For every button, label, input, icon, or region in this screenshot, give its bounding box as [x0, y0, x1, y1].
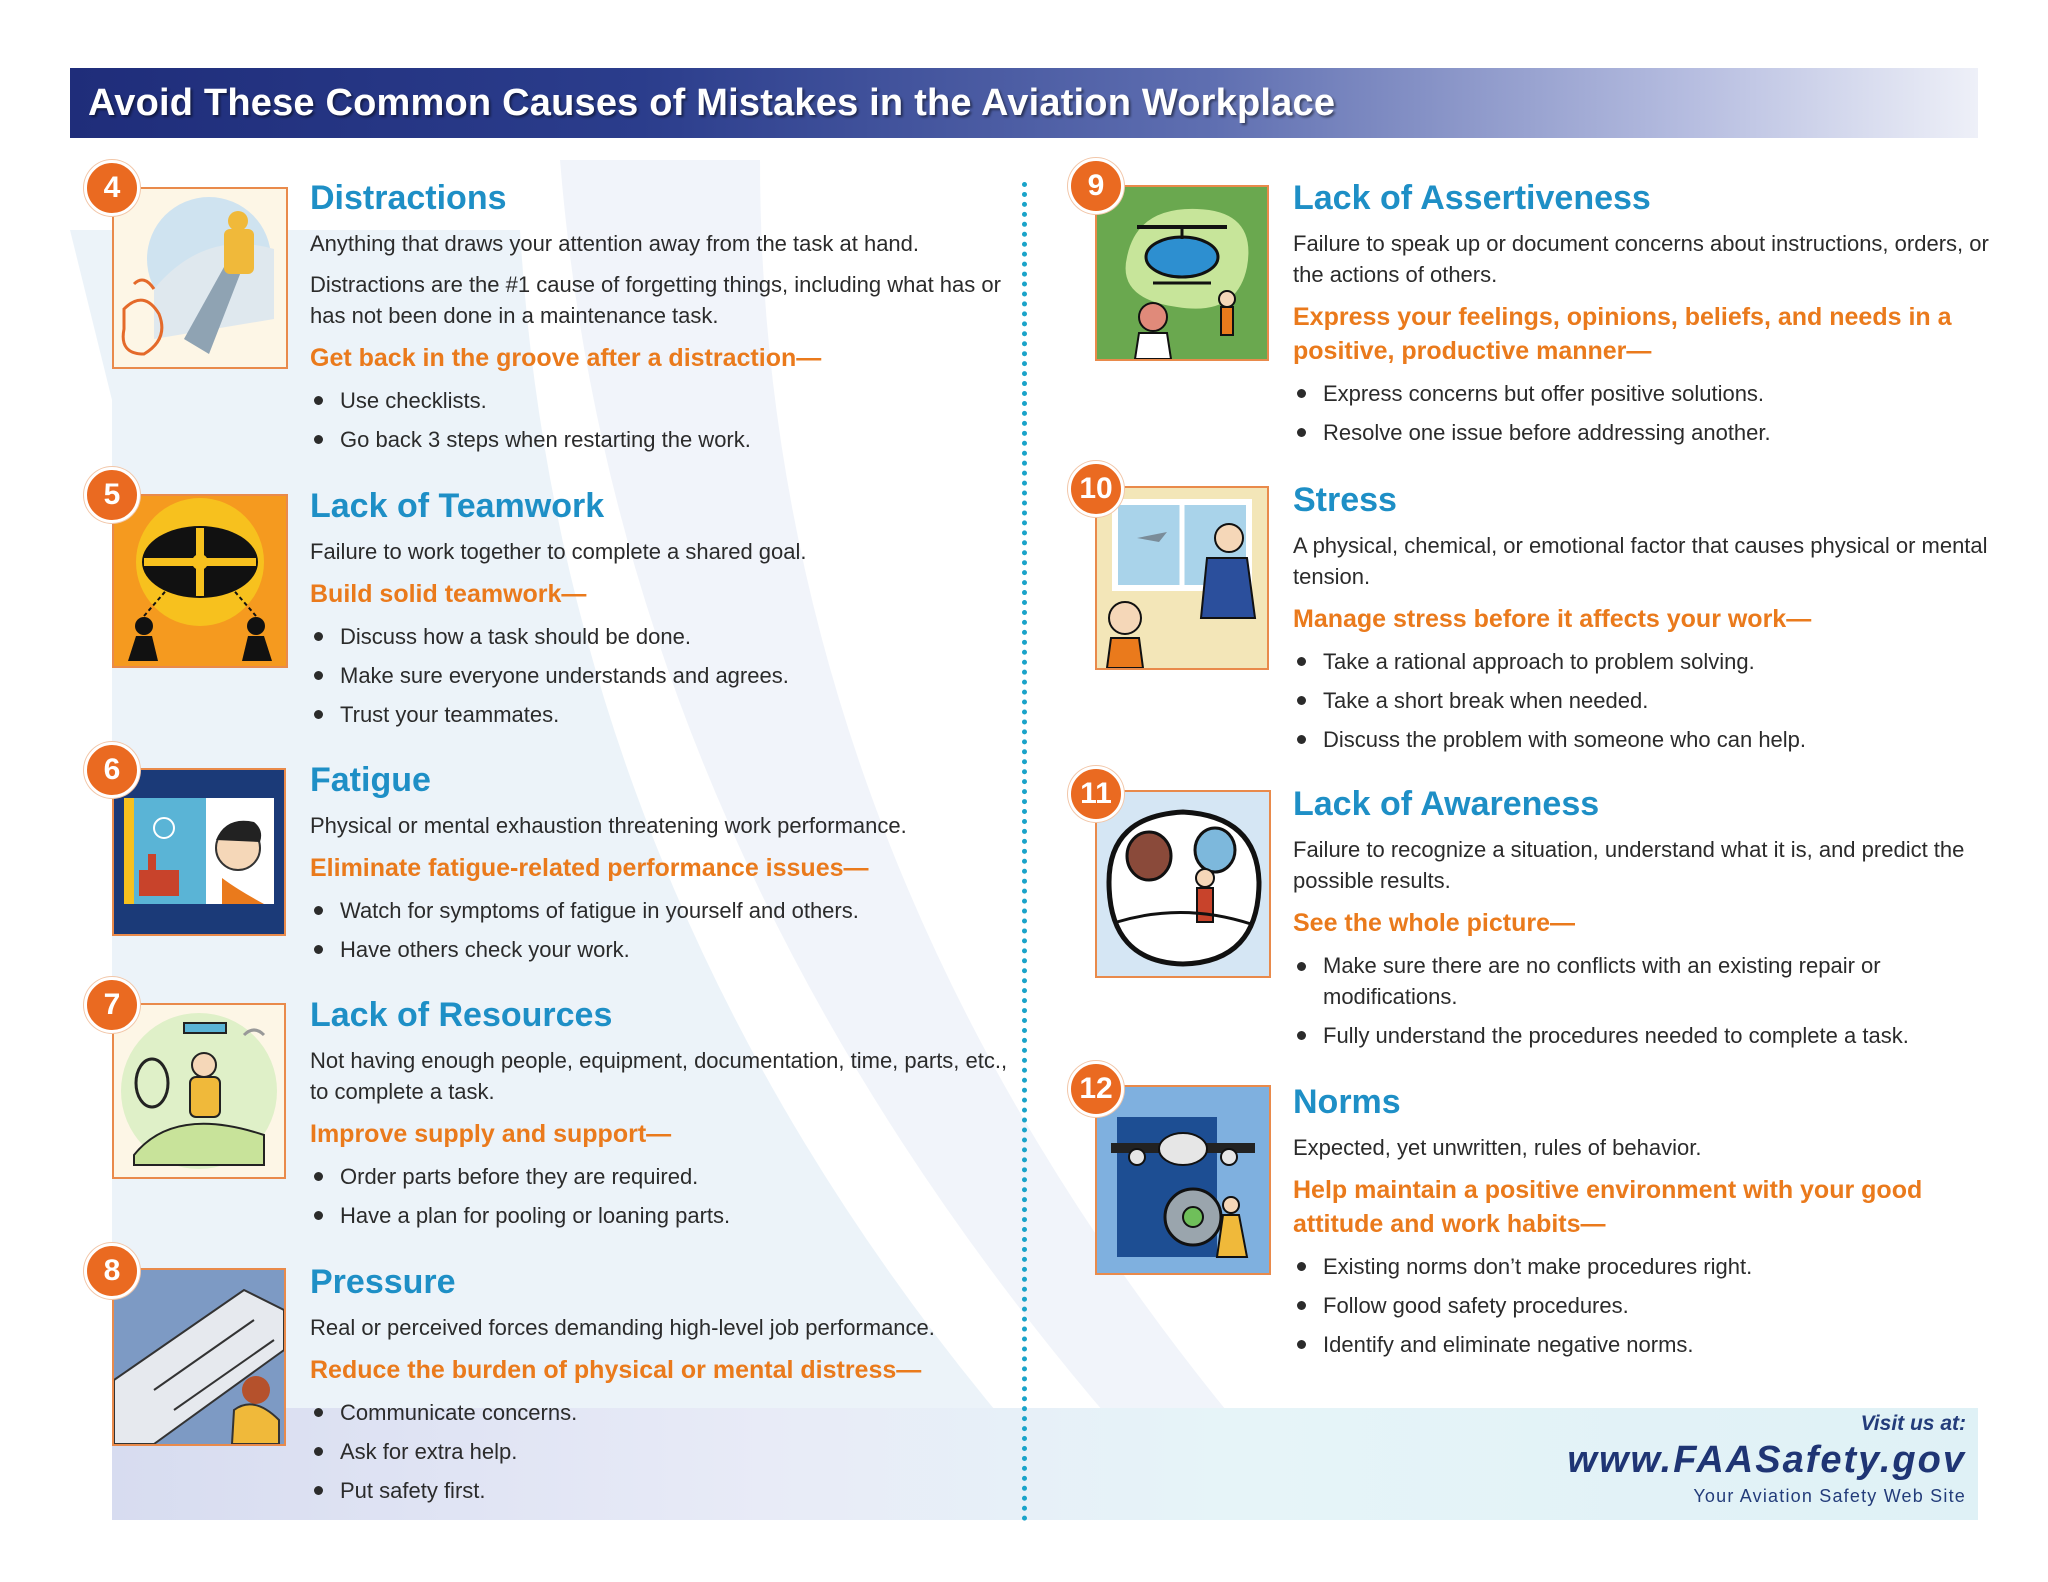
- bullet-icon: [314, 1447, 323, 1456]
- list-item: [310, 1157, 1030, 1196]
- section-number-badge: 12: [1068, 1061, 1124, 1117]
- list-item-text: Follow good safety procedures.: [1323, 1293, 1629, 1318]
- list-item-text: Take a rational approach to problem solving.: [1323, 649, 1755, 674]
- bullet-list: [1293, 1247, 2013, 1364]
- list-item: [310, 930, 1030, 969]
- list-item-text: Fully understand the procedures needed to complete a task.: [1323, 1023, 1909, 1048]
- bullet-icon: [1297, 1262, 1306, 1271]
- footer-tagline: Your Aviation Safety Web Site: [1693, 1486, 1966, 1506]
- section-title: Lack of Teamwork: [310, 487, 605, 525]
- footer: [1567, 1412, 1966, 1507]
- tired-worker-illustration: [112, 768, 286, 936]
- bullet-icon: [314, 906, 323, 915]
- section-tip: Get back in the groove after a distraction—: [310, 344, 822, 372]
- section-number-badge: 5: [84, 467, 140, 523]
- section-tip: Help maintain a positive environment with your good attitude and work habits—: [1293, 1176, 1923, 1238]
- section-title: Fatigue: [310, 761, 431, 799]
- section-number-badge: 8: [84, 1243, 140, 1299]
- section-definition: Failure to work together to complete a shared goal.: [310, 539, 807, 564]
- bullet-icon: [1297, 657, 1306, 666]
- section-lack-of-teamwork: [310, 486, 1030, 734]
- section-extra-text: Distractions are the #1 cause of forgetting things, including what has or has not been done in a maintenance task.: [310, 272, 1001, 328]
- website-link[interactable]: www.FAASafety.gov: [1567, 1439, 1966, 1481]
- section-fatigue: [310, 760, 1030, 969]
- visit-label: Visit us at:: [1860, 1412, 1966, 1435]
- section-tip: Build solid teamwork—: [310, 580, 587, 608]
- section-tip: Eliminate fatigue-related performance issues—: [310, 854, 869, 882]
- cockpit-awareness-illustration: [1095, 790, 1271, 978]
- list-item: [1293, 374, 2013, 413]
- section-number-badge: 11: [1068, 766, 1124, 822]
- list-item-text: Have others check your work.: [340, 937, 630, 962]
- section-norms: [1293, 1082, 2013, 1364]
- section-definition: Physical or mental exhaustion threatening work performance.: [310, 813, 907, 838]
- section-title: Stress: [1293, 481, 1397, 519]
- section-lack-of-assertiveness: [1293, 178, 2013, 452]
- bullet-icon: [1297, 389, 1306, 398]
- bullet-icon: [1297, 428, 1306, 437]
- list-item: [310, 617, 1030, 656]
- list-item-text: Go back 3 steps when restarting the work.: [340, 427, 751, 452]
- section-stress: [1293, 480, 2013, 759]
- section-number-badge: 10: [1068, 461, 1124, 517]
- section-definition: Anything that draws your attention away from the task at hand.: [310, 231, 920, 256]
- list-item-text: Communicate concerns.: [340, 1400, 578, 1425]
- list-item: [310, 1393, 1030, 1432]
- list-item-text: Make sure everyone understands and agrees.: [340, 663, 789, 688]
- bullet-icon: [314, 945, 323, 954]
- header-banner: [70, 68, 1978, 138]
- section-title: Lack of Resources: [310, 996, 613, 1034]
- bullet-list: [1293, 374, 2013, 452]
- list-item-text: Identify and eliminate negative norms.: [1323, 1332, 1694, 1357]
- bullet-icon: [314, 710, 323, 719]
- worker-under-tail-illustration: [112, 1268, 286, 1446]
- page-title: Avoid These Common Causes of Mistakes in the Aviation Workplace: [88, 81, 1336, 124]
- section-number-badge: 4: [84, 160, 140, 216]
- mechanic-on-wing-illustration: [112, 1003, 286, 1179]
- list-item-text: Make sure there are no conflicts with an existing repair or modifications.: [1323, 953, 1881, 1009]
- bullet-icon: [314, 1408, 323, 1417]
- bullet-icon: [314, 671, 323, 680]
- list-item-text: Express concerns but offer positive solutions.: [1323, 381, 1765, 406]
- list-item-text: Use checklists.: [340, 388, 487, 413]
- list-item-text: Trust your teammates.: [340, 702, 560, 727]
- section-definition: Not having enough people, equipment, documentation, time, parts, etc., to complete a task.: [310, 1048, 1008, 1104]
- bullet-list: [310, 1157, 1030, 1235]
- section-title: Distractions: [310, 179, 507, 217]
- section-lack-of-awareness: [1293, 784, 2013, 1055]
- bullet-icon: [1297, 962, 1306, 971]
- section-lack-of-resources: [310, 995, 1030, 1235]
- list-item: [310, 1432, 1030, 1471]
- bullet-icon: [314, 396, 323, 405]
- gear-and-airplane-illustration: [1095, 1085, 1271, 1275]
- bullet-list: [1293, 946, 2013, 1055]
- section-title: Norms: [1293, 1083, 1401, 1121]
- team-lifting-airplane-illustration: [112, 494, 288, 668]
- list-item: [1293, 413, 2013, 452]
- section-definition: A physical, chemical, or emotional factor that causes physical or mental tension.: [1293, 533, 1988, 589]
- bullet-icon: [314, 632, 323, 641]
- section-number-badge: 7: [84, 977, 140, 1033]
- section-title: Lack of Assertiveness: [1293, 179, 1651, 217]
- bullet-list: [310, 617, 1030, 734]
- list-item-text: Ask for extra help.: [340, 1439, 518, 1464]
- section-definition: Expected, yet unwritten, rules of behavior.: [1293, 1135, 1702, 1160]
- list-item: [310, 891, 1030, 930]
- list-item: [310, 1196, 1030, 1235]
- bullet-icon: [1297, 696, 1306, 705]
- section-number-badge: 9: [1068, 158, 1124, 214]
- bullet-icon: [314, 1211, 323, 1220]
- list-item-text: Order parts before they are required.: [340, 1164, 699, 1189]
- list-item-text: Existing norms don’t make procedures right.: [1323, 1254, 1753, 1279]
- bullet-icon: [314, 435, 323, 444]
- section-tip: See the whole picture—: [1293, 909, 1576, 937]
- bullet-icon: [1297, 1301, 1306, 1310]
- list-item: [1293, 1247, 2013, 1286]
- list-item-text: Watch for symptoms of fatigue in yourself and others.: [340, 898, 859, 923]
- list-item: [1293, 681, 2013, 720]
- bullet-list: [310, 381, 1030, 459]
- section-definition: Failure to speak up or document concerns about instructions, orders, or the actions of others.: [1293, 231, 1989, 287]
- list-item: [1293, 642, 2013, 681]
- list-item: [310, 381, 1030, 420]
- helicopter-argument-illustration: [1095, 185, 1269, 361]
- list-item-text: Discuss the problem with someone who can help.: [1323, 727, 1807, 752]
- bullet-list: [310, 891, 1030, 969]
- section-definition: Failure to recognize a situation, understand what it is, and predict the possible results.: [1293, 837, 1965, 893]
- list-item-text: Discuss how a task should be done.: [340, 624, 691, 649]
- list-item: [1293, 1286, 2013, 1325]
- section-tip: Improve supply and support—: [310, 1120, 672, 1148]
- section-number-badge: 6: [84, 742, 140, 798]
- bullet-icon: [1297, 1340, 1306, 1349]
- list-item: [1293, 946, 2013, 1016]
- list-item: [310, 1471, 1030, 1510]
- list-item-text: Resolve one issue before addressing another.: [1323, 420, 1771, 445]
- section-tip: Express your feelings, opinions, beliefs, and needs in a positive, productive manner—: [1293, 303, 1952, 365]
- bullet-icon: [1297, 1031, 1306, 1040]
- bullet-icon: [314, 1486, 323, 1495]
- section-title: Pressure: [310, 1263, 456, 1301]
- section-distractions: [310, 178, 1030, 459]
- list-item: [310, 695, 1030, 734]
- list-item-text: Take a short break when needed.: [1323, 688, 1649, 713]
- section-tip: Manage stress before it affects your work—: [1293, 605, 1812, 633]
- pilot-at-window-illustration: [1095, 486, 1269, 670]
- bullet-icon: [1297, 735, 1306, 744]
- bullet-icon: [314, 1172, 323, 1181]
- bullet-list: [310, 1393, 1030, 1510]
- list-item-text: Have a plan for pooling or loaning parts.: [340, 1203, 731, 1228]
- section-title: Lack of Awareness: [1293, 785, 1600, 823]
- section-pressure: [310, 1262, 1030, 1510]
- bullet-list: [1293, 642, 2013, 759]
- list-item: [1293, 1016, 2013, 1055]
- technician-distracted-illustration: [112, 187, 288, 369]
- section-definition: Real or perceived forces demanding high-level job performance.: [310, 1315, 935, 1340]
- list-item-text: Put safety first.: [340, 1478, 486, 1503]
- list-item: [1293, 1325, 2013, 1364]
- section-tip: Reduce the burden of physical or mental distress—: [310, 1356, 922, 1384]
- list-item: [1293, 720, 2013, 759]
- list-item: [310, 656, 1030, 695]
- list-item: [310, 420, 1030, 459]
